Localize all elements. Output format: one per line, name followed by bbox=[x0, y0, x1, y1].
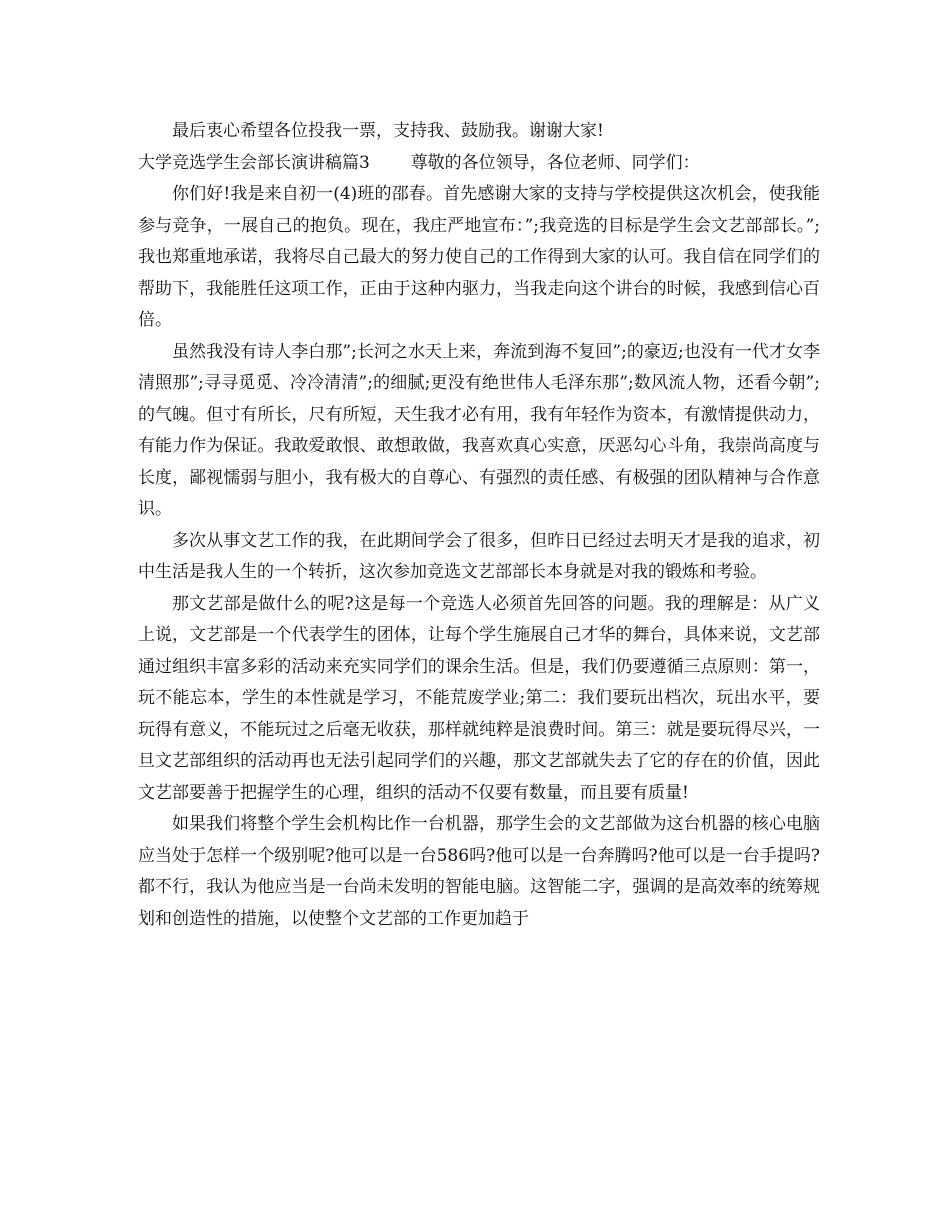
body-paragraph-2: 虽然我没有诗人李白那”;长河之水天上来，奔流到海不复回”;的豪迈;也没有一代才女李清照那”;寻寻觅觅、冷冷清清”;的细腻;更没有绝世伟人毛泽东那”;数风流人物，还看今朝”;的气魄。但寸有所长，尺有所短，天生我才必有用，我有年轻作为资本，有激情提供动力，有能力作为保证。我敢爱敢恨、敢想敢做，我喜欢真心实意，厌恶勾心斗角，我崇尚高度与长度，鄙视懦弱与胆小，我有极大的自尊心、有强烈的责任感、有极强的团队精神与合作意识。 bbox=[138, 341, 820, 519]
body-paragraph-1: 你们好!我是来自初一(4)班的邵春。首先感谢大家的支持与学校提供这次机会，使我能参与竞争，一展自己的抱负。现在，我庄严地宣布：”;我竞选的目标是学生会文艺部部长。”;我也郑重地承诺，我将尽自己最大的努力使自己的工作得到大家的认可。我自信在同学们的帮助下，我能胜任这项工作，正由于这种内驱力，当我走向这个讲台的时候，我感到信心百倍。 bbox=[138, 184, 820, 330]
body-paragraph-5: 如果我们将整个学生会机构比作一台机器，那学生会的文艺部做为这台机器的核心电脑应当处于怎样一个级别呢?他可以是一台586吗?他可以是一台奔腾吗?他可以是一台手提吗?都不行，我认为他应当是一台尚未发明的智能电脑。这智能二字，强调的是高效率的统筹规划和创造性的措施，以使整个文艺部的工作更加趋于 bbox=[138, 814, 820, 929]
closing-paragraph: 最后衷心希望各位投我一票，支持我、鼓励我。谢谢大家! bbox=[172, 121, 604, 141]
speech-title: 大学竞选学生会部长演讲稿篇3 bbox=[138, 152, 370, 173]
body-paragraph-4: 那文艺部是做什么的呢?这是每一个竞选人必须首先回答的问题。我的理解是：从广义上说，文艺部是一个代表学生的团体，让每个学生施展自己才华的舞台，具体来说，文艺部通过组织丰富多彩的活动来充实同学们的课余生活。但是，我们仍要遵循三点原则：第一，玩不能忘本，学生的本性就是学习，不能荒废学业;第二：我们要玩出档次，玩出水平，要玩得有意义，不能玩过之后毫无收获，那样就纯粹是浪费时间。第三：就是要玩得尽兴，一旦文艺部组织的活动再也无法引起同学们的兴趣，那文艺部就失去了它的存在的价值，因此文艺部要善于把握学生的心理，组织的活动不仅要有数量，而且要有质量! bbox=[138, 593, 820, 803]
speech-heading-line bbox=[138, 148, 820, 180]
speech-greeting: 尊敬的各位领导，各位老师、同学们： bbox=[410, 152, 700, 173]
body-paragraph-3: 多次从事文艺工作的我，在此期间学会了很多，但昨日已经过去明天才是我的追求，初中生活是我人生的一个转折，这次参加竞选文艺部部长本身就是对我的锻炼和考验。 bbox=[138, 530, 820, 582]
